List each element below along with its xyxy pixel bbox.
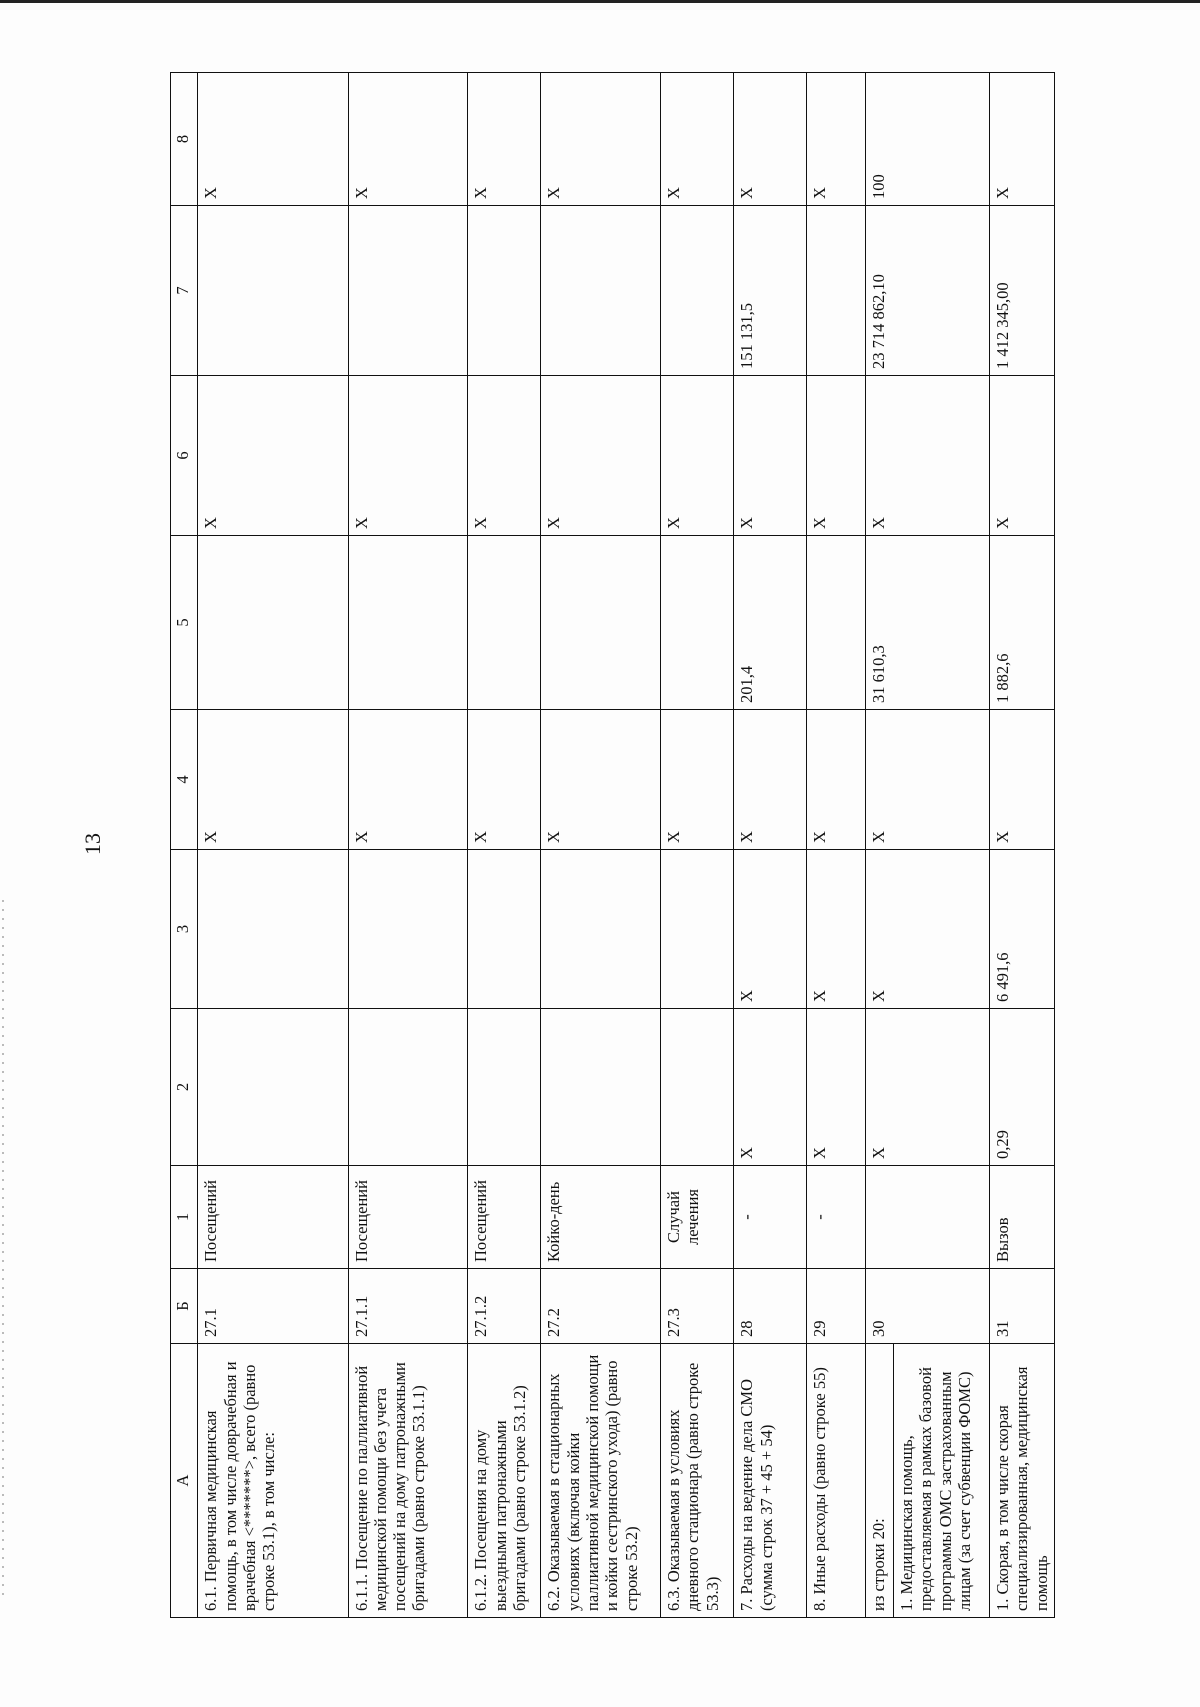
cell-col-c3	[348, 850, 468, 1009]
cell-col-c8: X	[468, 73, 541, 206]
cell-col-b: 28	[734, 1269, 807, 1344]
cell-col-c5: 1 882,6	[989, 536, 1054, 710]
cell-col-b: 27.1.1	[348, 1269, 468, 1344]
cell-col-c6: X	[661, 376, 734, 536]
cell-col-c7	[348, 206, 468, 376]
cell-col-c5	[661, 536, 734, 710]
cell-col-c4: X	[198, 710, 348, 850]
table-row	[198, 73, 348, 1618]
cell-col-c2	[541, 1009, 661, 1166]
cell-col-c1	[866, 1166, 990, 1269]
cell-col-c7: 23 714 862,10	[866, 206, 990, 376]
cell-col-c2	[468, 1009, 541, 1166]
cell-col-c3: X	[866, 850, 990, 1009]
header-cell: А	[171, 1344, 198, 1618]
cell-col-c4: X	[541, 710, 661, 850]
cell-col-c7	[807, 206, 866, 376]
cell-col-c1: -	[807, 1166, 866, 1269]
row-label: 1. Скорая, в том числе скорая специализированная, медицинская помощь	[989, 1344, 1054, 1618]
header-cell: 8	[171, 73, 198, 206]
cell-col-c8: X	[541, 73, 661, 206]
cell-col-c6: X	[541, 376, 661, 536]
cell-col-c4: X	[866, 710, 990, 850]
scan-border-line	[0, 0, 1200, 3]
cell-col-c7	[541, 206, 661, 376]
cell-col-c5	[198, 536, 348, 710]
row-label: 6.3. Оказываемая в условиях дневного стационара (равно строке 53.3)	[661, 1344, 734, 1618]
cell-col-c4: X	[468, 710, 541, 850]
page-number: 13	[80, 833, 105, 855]
header-row	[171, 73, 198, 1618]
cell-col-c1: Посещений	[198, 1166, 348, 1269]
cell-col-c2: X	[866, 1009, 990, 1166]
header-cell: 7	[171, 206, 198, 376]
cell-col-c5	[807, 536, 866, 710]
cell-col-c4: X	[348, 710, 468, 850]
cell-col-c5	[468, 536, 541, 710]
row-label: 6.1.2. Посещения на дому выездными патронажными бригадами (равно строке 53.1.2)	[468, 1344, 541, 1618]
row-label: 1. Медицинская помощь, предоставляемая в рамках базовой программы ОМС застрахованным лицам (за счет субвенции ФОМС)	[897, 1367, 975, 1611]
row-label: 6.1. Первичная медицинская помощь, в том числе доврачебная и врачебная <*******>, всего (равно строке 53.1), в том числе:	[198, 1344, 348, 1618]
cell-col-c1: Случай лечения	[661, 1166, 734, 1269]
cell-col-b: 27.1	[198, 1269, 348, 1344]
cell-col-c7	[468, 206, 541, 376]
cell-col-b: 30	[866, 1269, 990, 1344]
header-cell: 6	[171, 376, 198, 536]
cell-col-c6: X	[198, 376, 348, 536]
cell-col-c8: 100	[866, 73, 990, 206]
data-table	[170, 72, 1055, 1618]
header-cell: 1	[171, 1166, 198, 1269]
cell-col-b: 31	[989, 1269, 1054, 1344]
cell-col-c4: X	[807, 710, 866, 850]
cell-col-c1: Посещений	[348, 1166, 468, 1269]
table-row	[468, 73, 541, 1618]
cell-col-c7: 1 412 345,00	[989, 206, 1054, 376]
cell-col-c2: 0,29	[989, 1009, 1054, 1166]
cell-col-c4: X	[989, 710, 1054, 850]
row-label: 6.2. Оказываемая в стационарных условиях (включая койки паллиативной медицинской помощи и койки сестринского ухода) (равно строке 53.2)	[541, 1344, 661, 1618]
cell-col-c6: X	[348, 376, 468, 536]
cell-col-c1: Вызов	[989, 1166, 1054, 1269]
header-cell: 2	[171, 1009, 198, 1166]
cell-col-c4: X	[661, 710, 734, 850]
header-cell: Б	[171, 1269, 198, 1344]
cell-col-c8: X	[734, 73, 807, 206]
cell-col-c8: X	[989, 73, 1054, 206]
cell-col-c3	[468, 850, 541, 1009]
cell-col-c1: -	[734, 1166, 807, 1269]
cell-col-c2	[661, 1009, 734, 1166]
cell-col-c3: X	[807, 850, 866, 1009]
cell-col-c8: X	[198, 73, 348, 206]
table-row	[807, 73, 866, 1618]
cell-col-c6: X	[468, 376, 541, 536]
table-row	[348, 73, 468, 1618]
cell-col-c3	[661, 850, 734, 1009]
cell-col-c3: 6 491,6	[989, 850, 1054, 1009]
cell-col-b: 27.3	[661, 1269, 734, 1344]
table-row	[541, 73, 661, 1618]
row-label: 6.1.1. Посещение по паллиативной медицинской помощи без учета посещений на дому патронажными бригадами (равно строке 53.1.1)	[348, 1344, 468, 1618]
cell-col-c1: Койко-день	[541, 1166, 661, 1269]
cell-col-c6: X	[807, 376, 866, 536]
row-label: 7. Расходы на ведение дела СМО (сумма строк 37 + 45 + 54)	[734, 1344, 807, 1618]
cell-col-c8: X	[661, 73, 734, 206]
cell-col-c2	[348, 1009, 468, 1166]
table-row	[989, 73, 1054, 1618]
cell-col-c7	[198, 206, 348, 376]
cell-col-c8: X	[807, 73, 866, 206]
header-cell: 3	[171, 850, 198, 1009]
cell-col-c3	[541, 850, 661, 1009]
cell-col-c1: Посещений	[468, 1166, 541, 1269]
table-row	[734, 73, 807, 1618]
cell-col-c5: 201,4	[734, 536, 807, 710]
cell-col-c2	[198, 1009, 348, 1166]
cell-col-c6: X	[866, 376, 990, 536]
cell-col-c8: X	[348, 73, 468, 206]
row-label-cell	[866, 1344, 990, 1618]
header-cell: 5	[171, 536, 198, 710]
row-label: 8. Иные расходы (равно строке 55)	[807, 1344, 866, 1618]
row-section-label: из строки 20:	[866, 1344, 894, 1617]
cell-col-c3: X	[734, 850, 807, 1009]
cell-col-c5	[541, 536, 661, 710]
cell-col-b: 29	[807, 1269, 866, 1344]
cell-col-c5	[348, 536, 468, 710]
table-row	[866, 73, 990, 1618]
cell-col-c6: X	[989, 376, 1054, 536]
header-cell: 4	[171, 710, 198, 850]
cell-col-c7	[661, 206, 734, 376]
cell-col-c3	[198, 850, 348, 1009]
cell-col-c4: X	[734, 710, 807, 850]
cell-col-b: 27.1.2	[468, 1269, 541, 1344]
table-row	[661, 73, 734, 1618]
rotated-table-container	[170, 73, 1055, 1618]
cell-col-c7: 151 131,5	[734, 206, 807, 376]
cell-col-c5: 31 610,3	[866, 536, 990, 710]
cell-col-c2: X	[734, 1009, 807, 1166]
cell-col-c2: X	[807, 1009, 866, 1166]
cell-col-c6: X	[734, 376, 807, 536]
cell-col-b: 27.2	[541, 1269, 661, 1344]
scan-edge-artifact	[2, 900, 4, 1600]
